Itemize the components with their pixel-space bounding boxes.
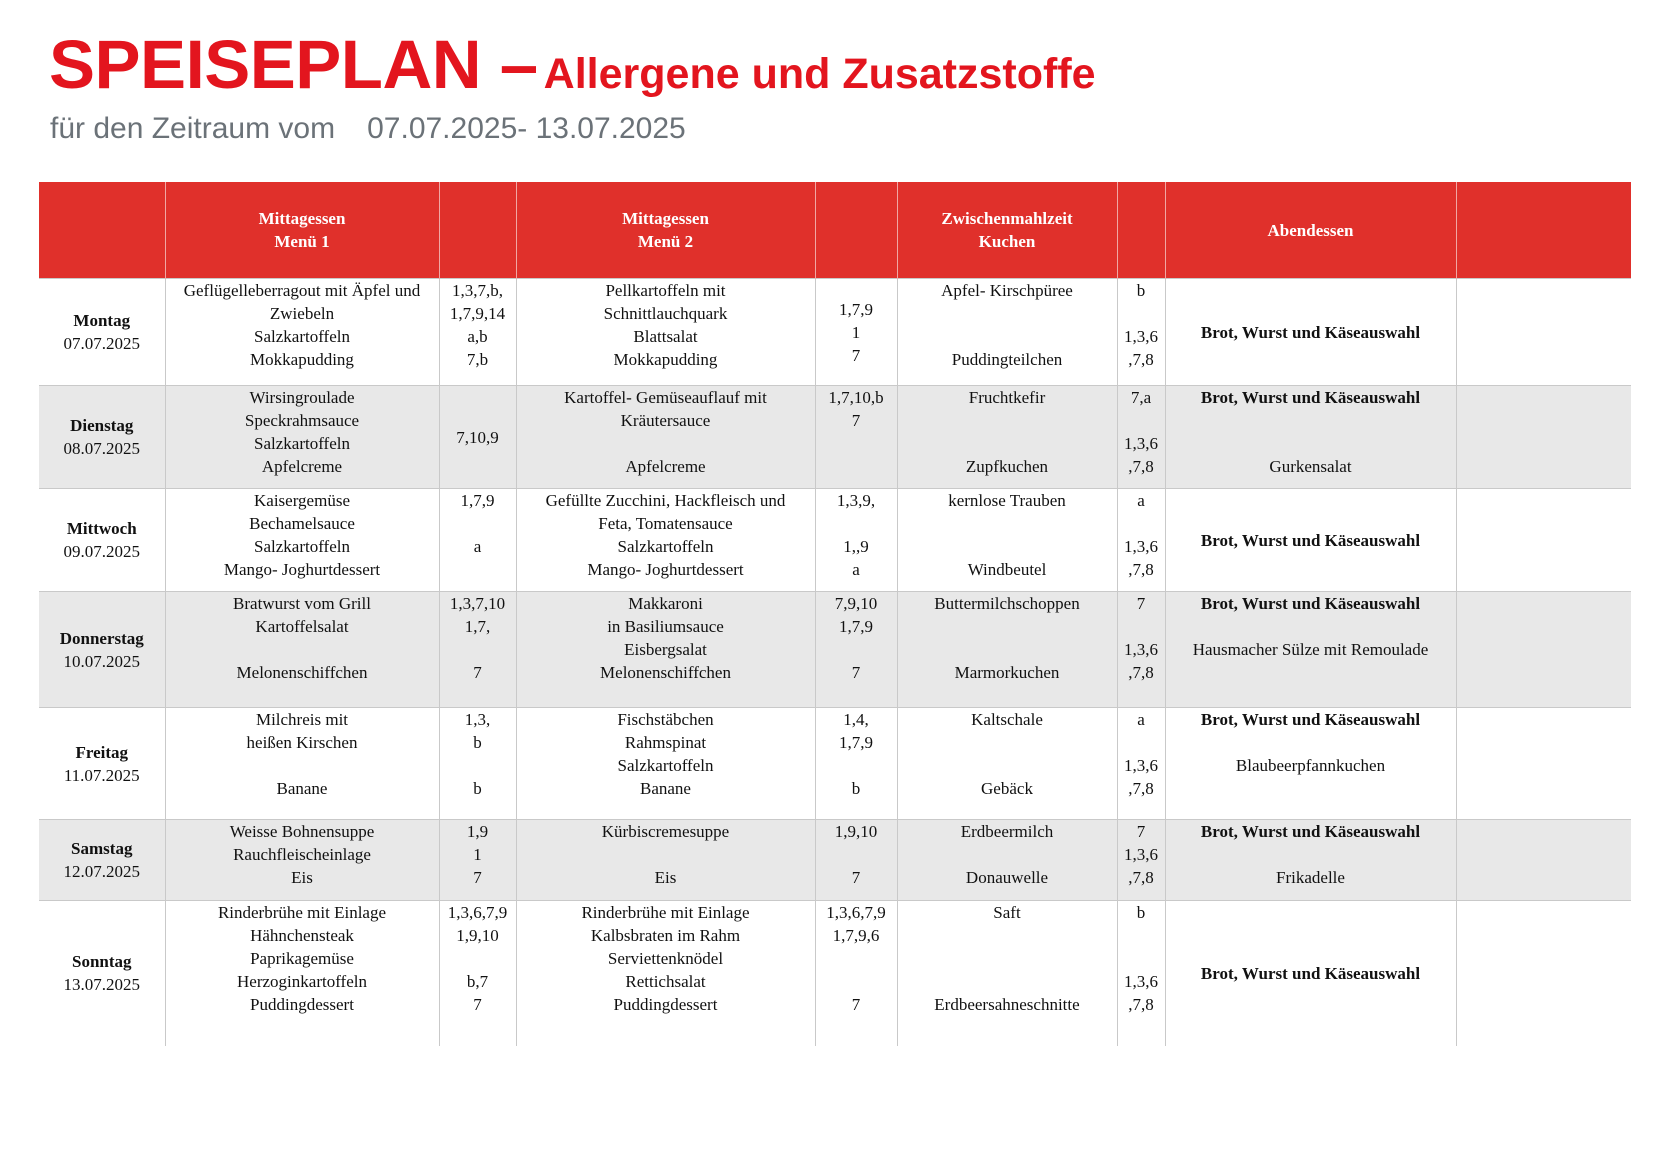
menu2-line: Gefüllte Zucchini, Hackfleisch und xyxy=(545,491,786,510)
menu-table xyxy=(39,182,1631,1046)
menu1-codes-line: 7 xyxy=(473,995,482,1014)
menu1-line: Mango- Joghurtdessert xyxy=(223,560,381,579)
menu1-codes-cell xyxy=(439,901,516,1046)
menu1-codes-line: 1,7, xyxy=(464,617,491,636)
menu2-codes-cell xyxy=(815,386,897,489)
dinner-line: Brot, Wurst und Käseauswahl xyxy=(1200,322,1421,342)
extra-cell xyxy=(1456,489,1631,592)
title-suffix: Allergene und Zusatzstoffe xyxy=(543,50,1096,98)
period-subtitle xyxy=(50,112,686,146)
header-extra xyxy=(1456,182,1631,279)
table-body xyxy=(39,279,1631,1046)
menu2-codes-line: 1,7,9 xyxy=(839,299,873,319)
table-row xyxy=(39,592,1631,708)
day-cell xyxy=(39,279,165,386)
snack-codes-cell xyxy=(1117,279,1165,386)
day-date: 08.07.2025 xyxy=(63,439,140,458)
snack-line: Fruchtkefir xyxy=(968,388,1046,407)
header-snack-line1: Zwischenmahlzeit xyxy=(941,209,1073,228)
snack-codes-line: 1,3,6 xyxy=(1124,327,1158,346)
dinner-line: Blaubeerpfannkuchen xyxy=(1235,756,1386,775)
table-row xyxy=(39,820,1631,901)
menu1-codes-line: 1,7,9,14 xyxy=(449,304,506,323)
menu2-codes-line xyxy=(818,754,895,777)
menu1-line xyxy=(168,638,437,661)
day-cell xyxy=(39,708,165,820)
day-name: Sonntag xyxy=(71,952,132,972)
snack-codes-line: ,7,8 xyxy=(1128,560,1154,579)
menu1-cell xyxy=(165,279,439,386)
snack-line: Buttermilchschoppen xyxy=(934,594,1080,613)
menu1-cell xyxy=(165,386,439,489)
menu1-line: Milchreis mit xyxy=(255,710,349,729)
snack-codes-line xyxy=(1120,947,1163,970)
menu2-line: Kalbsbraten im Rahm xyxy=(590,926,741,945)
dinner-line: Brot, Wurst und Käseauswahl xyxy=(1200,963,1421,983)
snack-line: Donauwelle xyxy=(965,868,1049,887)
menu2-codes-line: 7 xyxy=(851,345,861,365)
day-name: Mittwoch xyxy=(66,519,137,538)
menu1-codes-cell xyxy=(439,489,516,592)
snack-codes-cell xyxy=(1117,386,1165,489)
day-date: 13.07.2025 xyxy=(63,975,140,995)
menu2-line xyxy=(519,843,813,866)
menu1-cell xyxy=(165,592,439,708)
snack-line: Apfel- Kirschpüree xyxy=(941,281,1073,300)
dinner-line xyxy=(1168,409,1454,432)
snack-codes-line: 1,3,6 xyxy=(1124,756,1158,775)
menu2-line: Makkaroni xyxy=(628,594,703,613)
header-menu2 xyxy=(516,182,815,279)
dinner-line xyxy=(1168,843,1454,866)
dinner-cell xyxy=(1165,901,1456,1046)
snack-codes-line: 1,3,6 xyxy=(1124,434,1158,453)
snack-line xyxy=(900,924,1115,947)
menu1-line: Hähnchensteak xyxy=(250,926,354,945)
menu1-line: Salzkartoffeln xyxy=(254,327,350,346)
snack-codes-line xyxy=(1120,302,1163,325)
extra-cell xyxy=(1456,279,1631,386)
snack-cell xyxy=(897,820,1117,901)
table-header-row xyxy=(39,182,1631,279)
snack-line: kernlose Trauben xyxy=(948,491,1066,510)
dinner-cell xyxy=(1165,386,1456,489)
snack-cell xyxy=(897,279,1117,386)
snack-codes-line xyxy=(1120,731,1163,754)
snack-codes-cell xyxy=(1117,592,1165,708)
menu2-codes-line: a xyxy=(852,560,860,579)
menu1-codes-line xyxy=(442,512,514,535)
snack-codes-line: ,7,8 xyxy=(1128,457,1154,476)
snack-codes-cell xyxy=(1117,489,1165,592)
menu1-line: Puddingdessert xyxy=(250,995,354,1014)
snack-line: Erdbeersahneschnitte xyxy=(934,995,1080,1014)
menu2-cell xyxy=(516,708,815,820)
header-menu1 xyxy=(165,182,439,279)
header-menu2-codes xyxy=(815,182,897,279)
menu2-cell xyxy=(516,820,815,901)
menu2-line: Feta, Tomatensauce xyxy=(598,514,733,533)
menu1-line: Salzkartoffeln xyxy=(254,434,350,453)
menu2-codes-line: 1,7,9 xyxy=(839,617,873,636)
menu1-line: Zwiebeln xyxy=(269,304,335,323)
dinner-cell xyxy=(1165,279,1456,386)
dinner-line: Brot, Wurst und Käseauswahl xyxy=(1200,388,1421,407)
menu1-codes-cell xyxy=(439,279,516,386)
menu1-line: Rauchfleischeinlage xyxy=(233,845,371,864)
header-snack-line2: Kuchen xyxy=(978,232,1036,251)
menu1-codes-line: 1,3,7,10 xyxy=(449,594,506,613)
extra-cell xyxy=(1456,901,1631,1046)
menu1-cell xyxy=(165,901,439,1046)
menu2-codes-line: 7 xyxy=(851,868,861,887)
snack-line: Zupfkuchen xyxy=(965,457,1049,476)
extra-cell xyxy=(1456,708,1631,820)
menu2-line: Mokkapudding xyxy=(613,350,718,369)
menu2-codes-line: 1,,9 xyxy=(843,537,869,556)
snack-line xyxy=(900,409,1115,432)
header-menu1-line2: Menü 1 xyxy=(274,232,330,251)
dinner-line: Brot, Wurst und Käseauswahl xyxy=(1200,530,1421,550)
menu2-line: Kürbiscremesuppe xyxy=(601,822,730,841)
table-row xyxy=(39,901,1631,1046)
menu2-codes-line: 1,7,9 xyxy=(839,733,873,752)
menu2-codes-line: 1,7,10,b xyxy=(828,388,884,407)
snack-line xyxy=(900,302,1115,325)
menu1-line: heißen Kirschen xyxy=(246,733,358,752)
menu2-line xyxy=(519,432,813,455)
menu1-line: Rinderbrühe mit Einlage xyxy=(217,903,387,922)
menu1-codes-line: 1 xyxy=(473,845,482,864)
menu2-line: Salzkartoffeln xyxy=(617,756,714,775)
header-dinner: Abendessen xyxy=(1165,182,1456,279)
menu2-line: Rahmspinat xyxy=(624,733,707,752)
snack-line: Kaltschale xyxy=(971,710,1043,729)
menu2-cell xyxy=(516,592,815,708)
menu2-codes-line: 1,4, xyxy=(843,710,869,729)
table-row xyxy=(39,708,1631,820)
dinner-line: Frikadelle xyxy=(1276,868,1345,887)
snack-cell xyxy=(897,708,1117,820)
snack-codes-line xyxy=(1120,409,1163,432)
menu1-codes-line xyxy=(442,947,514,970)
menu1-line: Bratwurst vom Grill xyxy=(233,594,371,613)
snack-line: Erdbeermilch xyxy=(960,822,1054,841)
menu2-codes-line: 1,9,10 xyxy=(834,822,878,841)
menu1-cell xyxy=(165,708,439,820)
menu1-codes-line: b xyxy=(473,779,482,798)
snack-line xyxy=(900,638,1115,661)
menu1-codes-line: 1,3,7,b, xyxy=(452,281,503,300)
snack-cell xyxy=(897,901,1117,1046)
snack-line xyxy=(900,325,1115,348)
menu2-codes-line: b xyxy=(851,779,861,798)
menu1-codes-line: 7,10,9 xyxy=(456,427,499,447)
extra-cell xyxy=(1456,592,1631,708)
menu1-line: Eis xyxy=(291,868,313,887)
menu1-codes-line: 7 xyxy=(473,868,482,887)
snack-line xyxy=(900,535,1115,558)
dinner-line: Brot, Wurst und Käseauswahl xyxy=(1200,822,1421,841)
menu2-codes-line xyxy=(818,970,895,993)
snack-line xyxy=(900,970,1115,993)
snack-codes-line: 7 xyxy=(1136,594,1146,613)
snack-cell xyxy=(897,386,1117,489)
snack-line: Puddingteilchen xyxy=(951,350,1063,369)
menu2-line: Rinderbrühe mit Einlage xyxy=(581,903,750,922)
snack-codes-line: a xyxy=(1137,491,1145,510)
menu2-cell xyxy=(516,489,815,592)
menu2-line: Salzkartoffeln xyxy=(617,537,714,556)
extra-cell xyxy=(1456,386,1631,489)
menu1-codes-line: a,b xyxy=(467,327,488,346)
menu2-cell xyxy=(516,279,815,386)
menu1-codes-line: b xyxy=(473,733,482,752)
snack-codes-line: 1,3,6 xyxy=(1124,845,1158,864)
snack-codes-line: ,7,8 xyxy=(1128,663,1154,682)
menu2-codes-cell xyxy=(815,489,897,592)
menu1-codes-line xyxy=(442,754,514,777)
menu2-line: Eis xyxy=(654,868,677,887)
menu1-line: Wirsingroulade xyxy=(249,388,355,407)
menu2-line: Puddingdessert xyxy=(613,995,718,1014)
snack-codes-line: 7 xyxy=(1136,822,1146,841)
menu2-codes-cell xyxy=(815,279,897,386)
menu1-line: Weisse Bohnensuppe xyxy=(229,822,375,841)
snack-codes-line: ,7,8 xyxy=(1128,995,1154,1014)
dinner-cell xyxy=(1165,489,1456,592)
snack-codes-line xyxy=(1120,924,1163,947)
period-dates: 07.07.2025- 13.07.2025 xyxy=(367,112,686,145)
dinner-line: Brot, Wurst und Käseauswahl xyxy=(1200,594,1421,613)
table-row xyxy=(39,386,1631,489)
menu1-codes-line: 1,9 xyxy=(466,822,489,841)
header-menu1-codes xyxy=(439,182,516,279)
snack-codes-line: 1,3,6 xyxy=(1124,972,1158,991)
menu2-line: in Basiliumsauce xyxy=(607,617,724,636)
day-date: 07.07.2025 xyxy=(63,334,140,353)
menu1-cell xyxy=(165,820,439,901)
day-cell xyxy=(39,386,165,489)
header-menu2-line2: Menü 2 xyxy=(637,232,694,251)
menu1-line: Apfelcreme xyxy=(261,457,343,476)
menu2-line: Kartoffel- Gemüseauflauf mit xyxy=(564,388,767,407)
menu2-codes-line: 1,3,9, xyxy=(836,491,876,510)
menu2-line: Pellkartoffeln mit xyxy=(605,281,726,300)
menu2-codes-line xyxy=(818,947,895,970)
menu1-codes-cell xyxy=(439,592,516,708)
day-name: Samstag xyxy=(71,839,133,858)
snack-codes-cell xyxy=(1117,708,1165,820)
day-name: Montag xyxy=(73,311,131,330)
menu1-line: Geflügelleberragout mit Äpfel und xyxy=(183,281,421,300)
menu1-codes-cell xyxy=(439,386,516,489)
snack-line xyxy=(900,947,1115,970)
snack-line xyxy=(900,615,1115,638)
menu2-codes-line: 7 xyxy=(851,411,861,430)
title-main: SPEISEPLAN – xyxy=(49,26,538,103)
menu2-line: Eisbergsalat xyxy=(624,640,707,659)
snack-line xyxy=(900,432,1115,455)
snack-codes-line: 1,3,6 xyxy=(1124,537,1158,556)
menu2-cell xyxy=(516,386,815,489)
snack-codes-line xyxy=(1120,615,1163,638)
header-menu2-line1: Mittagessen xyxy=(622,209,709,228)
dinner-cell xyxy=(1165,820,1456,901)
menu2-codes-line xyxy=(818,638,895,661)
header-snack-codes xyxy=(1117,182,1165,279)
header-menu1-line1: Mittagessen xyxy=(258,209,346,228)
menu2-codes-cell xyxy=(815,592,897,708)
day-date: 11.07.2025 xyxy=(63,765,140,785)
day-date: 10.07.2025 xyxy=(63,651,140,671)
snack-line xyxy=(900,731,1115,754)
dinner-line: Gurkensalat xyxy=(1269,457,1352,476)
menu1-codes-line: 1,9,10 xyxy=(456,926,499,945)
menu1-codes-line: 7,b xyxy=(466,350,489,369)
menu1-codes-cell xyxy=(439,708,516,820)
day-cell xyxy=(39,489,165,592)
day-name: Freitag xyxy=(75,742,129,762)
menu2-line: Banane xyxy=(640,779,691,798)
snack-line xyxy=(900,512,1115,535)
snack-codes-cell xyxy=(1117,820,1165,901)
menu2-codes-line: 7,9,10 xyxy=(834,594,878,613)
menu1-line: Melonenschiffchen xyxy=(236,663,368,682)
snack-codes-cell xyxy=(1117,901,1165,1046)
page-title xyxy=(49,26,1096,103)
menu2-codes-line: 1,3,6,7,9 xyxy=(826,903,886,922)
snack-codes-line: 7,a xyxy=(1130,388,1152,407)
period-label: für den Zeitraum vom xyxy=(50,112,336,145)
menu1-codes-line: 7 xyxy=(473,663,482,682)
menu2-codes-line xyxy=(818,843,895,866)
dinner-line xyxy=(1168,731,1454,754)
day-cell xyxy=(39,820,165,901)
menu2-codes-line: 1 xyxy=(851,322,861,342)
snack-codes-line xyxy=(1120,512,1163,535)
dinner-line xyxy=(1168,432,1454,455)
snack-codes-line: b xyxy=(1136,281,1146,300)
menu2-line: Schnittlauchquark xyxy=(603,304,728,323)
menu2-line: Rettichsalat xyxy=(625,972,706,991)
menu2-line: Mango- Joghurtdessert xyxy=(587,560,744,579)
dinner-cell xyxy=(1165,708,1456,820)
header-day xyxy=(39,182,165,279)
snack-line: Marmorkuchen xyxy=(954,663,1060,682)
menu1-cell xyxy=(165,489,439,592)
snack-codes-line: b xyxy=(1136,903,1146,922)
menu1-codes-line: 1,3,6,7,9 xyxy=(447,903,508,922)
header-snack xyxy=(897,182,1117,279)
menu1-codes-line: 1,3, xyxy=(464,710,491,729)
menu2-codes-line: 7 xyxy=(851,995,861,1014)
day-cell xyxy=(39,901,165,1046)
day-name: Donnerstag xyxy=(59,628,144,648)
snack-line: Gebäck xyxy=(981,779,1033,798)
snack-line xyxy=(900,754,1115,777)
menu2-line: Blattsalat xyxy=(633,327,698,346)
menu2-codes-cell xyxy=(815,901,897,1046)
snack-line: Windbeutel xyxy=(967,560,1047,579)
menu1-line: Speckrahmsauce xyxy=(244,411,360,430)
snack-cell xyxy=(897,489,1117,592)
menu1-line: Banane xyxy=(276,779,328,798)
menu1-line: Mokkapudding xyxy=(250,350,354,369)
snack-codes-line: 1,3,6 xyxy=(1124,640,1158,659)
table-row xyxy=(39,489,1631,592)
menu2-line: Kräutersauce xyxy=(620,411,711,430)
menu1-line: Kaisergemüse xyxy=(254,491,350,510)
snack-line: Saft xyxy=(993,903,1021,922)
menu1-line: Salzkartoffeln xyxy=(254,537,350,556)
menu1-codes-line: a xyxy=(473,537,482,556)
menu2-codes-cell xyxy=(815,820,897,901)
snack-codes-line: a xyxy=(1137,710,1145,729)
menu2-line: Melonenschiffchen xyxy=(600,663,731,682)
menu1-codes-line: 1,7,9 xyxy=(460,491,495,510)
snack-cell xyxy=(897,592,1117,708)
snack-codes-line: ,7,8 xyxy=(1128,868,1154,887)
menu1-line xyxy=(168,754,437,777)
menu2-line: Fischstäbchen xyxy=(617,710,714,729)
day-date: 09.07.2025 xyxy=(63,542,140,561)
extra-cell xyxy=(1456,820,1631,901)
menu1-codes-cell xyxy=(439,820,516,901)
menu1-codes-line xyxy=(442,638,514,661)
menu2-line: Apfelcreme xyxy=(625,457,706,476)
dinner-line: Brot, Wurst und Käseauswahl xyxy=(1200,710,1421,729)
snack-codes-line: ,7,8 xyxy=(1128,350,1154,369)
menu1-line: Paprikagemüse xyxy=(250,949,354,968)
menu1-line: Herzoginkartoffeln xyxy=(237,972,367,991)
dinner-cell xyxy=(1165,592,1456,708)
menu2-codes-line: 7 xyxy=(851,663,861,682)
menu1-line: Kartoffelsalat xyxy=(255,617,349,636)
day-cell xyxy=(39,592,165,708)
menu1-line: Bechamelsauce xyxy=(249,514,355,533)
menu2-codes-line: 1,7,9,6 xyxy=(832,926,880,945)
dinner-line: Hausmacher Sülze mit Remoulade xyxy=(1192,640,1429,659)
menu2-line: Serviettenknödel xyxy=(607,949,724,968)
dinner-line xyxy=(1168,615,1454,638)
day-date: 12.07.2025 xyxy=(63,862,140,881)
menu2-codes-cell xyxy=(815,708,897,820)
snack-line xyxy=(900,843,1115,866)
snack-codes-line: ,7,8 xyxy=(1128,779,1154,798)
table-row xyxy=(39,279,1631,386)
menu2-codes-line xyxy=(818,512,895,535)
menu1-codes-line: b,7 xyxy=(466,972,489,991)
menu2-cell xyxy=(516,901,815,1046)
day-name: Dienstag xyxy=(70,416,134,435)
